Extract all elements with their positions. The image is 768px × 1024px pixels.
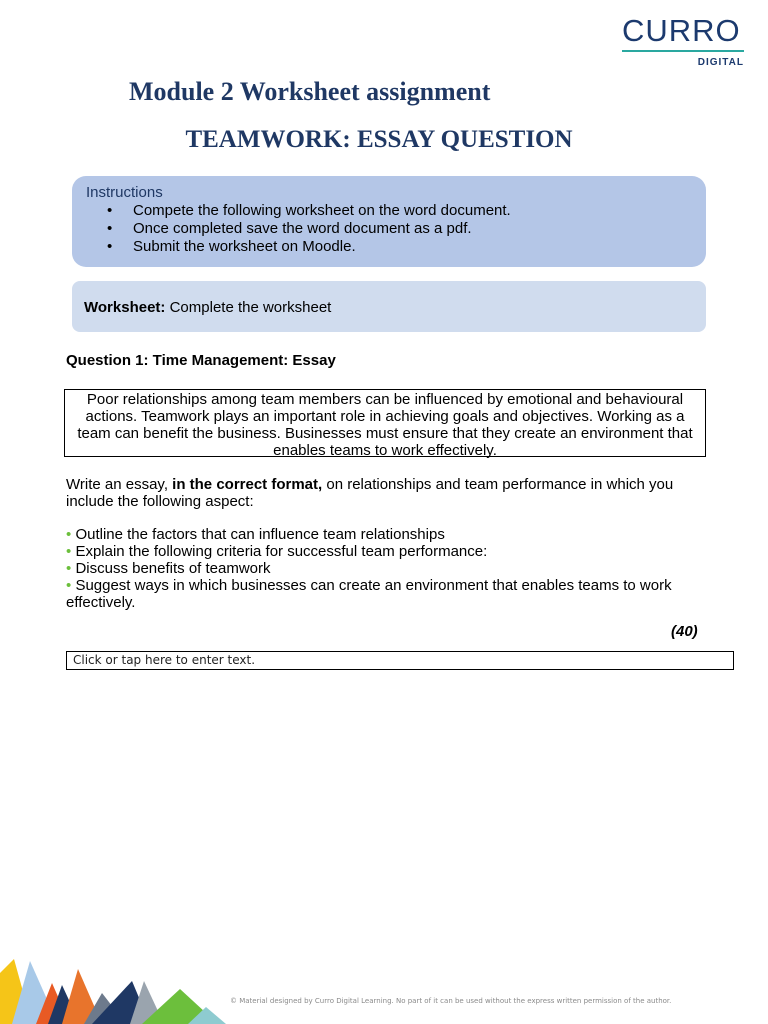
worksheet-box: [72, 281, 706, 332]
instruction-text: Compete the following worksheet on the word document.: [133, 202, 511, 219]
intro-text-before: Write an essay,: [66, 476, 173, 493]
logo-subtitle: DIGITAL: [697, 57, 744, 68]
intro-text-bold: in the correct format,: [172, 476, 323, 493]
worksheet-label: Worksheet:: [84, 299, 166, 316]
instruction-item: [107, 238, 511, 256]
topic-title: TEAMWORK: ESSAY QUESTION: [185, 126, 573, 153]
aspect-item: [66, 577, 716, 611]
question-title: Question 1: Time Management: Essay: [66, 352, 336, 369]
aspects-list: [66, 526, 716, 611]
instruction-item: [107, 202, 511, 220]
instructions-list: [107, 202, 511, 256]
mountains-decoration: [0, 955, 240, 1024]
aspect-text: Explain the following criteria for successful team performance:: [75, 543, 488, 560]
answer-input[interactable]: Click or tap here to enter text.: [66, 651, 734, 670]
bullet-icon: •: [107, 238, 113, 255]
logo-divider: [622, 50, 744, 52]
intro-text-after: on relationships and team performance in which you include the following aspect:: [66, 476, 674, 510]
essay-instruction: [66, 476, 716, 510]
green-bullet-icon: •: [66, 577, 72, 594]
aspect-text: Suggest ways in which businesses can create an environment that enables teams to work effectively.: [66, 577, 672, 611]
instructions-title: Instructions: [86, 184, 163, 201]
curro-digital-logo: [622, 14, 746, 68]
worksheet-line: [84, 299, 331, 316]
aspect-item: [66, 526, 716, 543]
bullet-icon: •: [107, 220, 113, 237]
aspect-item: [66, 560, 716, 577]
bullet-icon: •: [107, 202, 113, 219]
instruction-item: [107, 220, 511, 238]
aspect-text: Discuss benefits of teamwork: [75, 560, 271, 577]
logo-wordmark: CURRO: [622, 13, 741, 48]
aspect-text: Outline the factors that can influence team relationships: [75, 526, 445, 543]
aspect-item: [66, 543, 716, 560]
green-bullet-icon: •: [66, 526, 72, 543]
instructions-box: [72, 176, 706, 267]
copyright-footer: © Material designed by Curro Digital Learning. No part of it can be used without the express written permission of the author.: [230, 997, 672, 1005]
instruction-text: Once completed save the word document as a pdf.: [133, 220, 472, 237]
green-bullet-icon: •: [66, 543, 72, 560]
instruction-text: Submit the worksheet on Moodle.: [133, 238, 356, 255]
module-title: Module 2 Worksheet assignment: [129, 77, 491, 106]
marks-total: (40): [671, 623, 698, 640]
scenario-box: Poor relationships among team members can be influenced by emotional and behavioural actions. Teamwork plays an important role in achieving goals and objectives. Working as a team can benefit the business. Businesses must ensure that they create an environment that enables teams to work effectively.: [64, 389, 706, 457]
worksheet-text: Complete the worksheet: [169, 299, 332, 316]
green-bullet-icon: •: [66, 560, 72, 577]
